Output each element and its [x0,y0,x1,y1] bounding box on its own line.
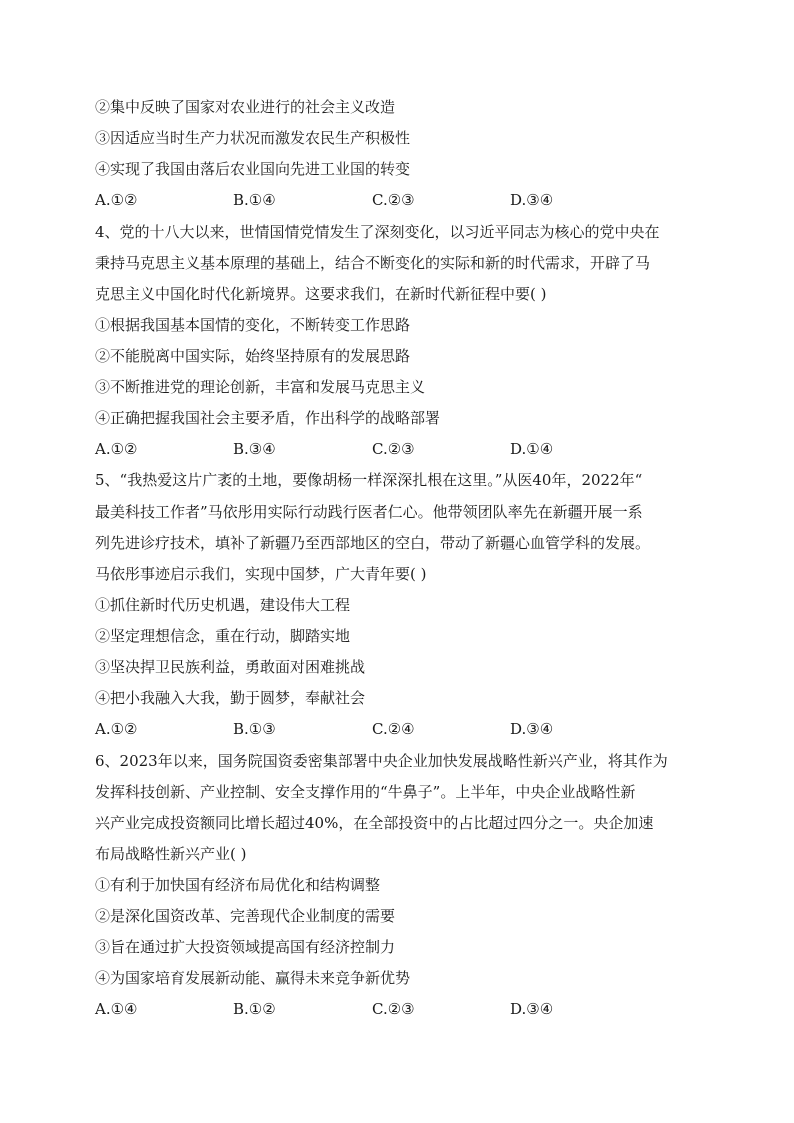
q5-choice-c: C.②④ [372,720,415,738]
q4-choice-d: D.①④ [510,440,554,458]
q5-choice-d: D.③④ [510,720,554,738]
q5-stem-line-4: 马依彤事迹启示我们，实现中国梦，广大青年要( ) [95,565,427,583]
q5-choice-b: B.①③ [233,720,276,738]
q6-option-2: ②是深化国资改革、完善现代企业制度的需要 [95,907,396,925]
q4-choice-a: A.①② [95,440,138,458]
q5-option-1: ①抓住新时代历史机遇，建设伟大工程 [95,596,351,614]
q4-option-2: ②不能脱离中国实际，始终坚持原有的发展思路 [95,347,411,365]
q5-option-3: ③坚决捍卫民族利益，勇敢面对困难挑战 [95,658,366,676]
q4-option-3: ③不断推进党的理论创新，丰富和发展马克思主义 [95,378,426,396]
q3-option-4: ④实现了我国由落后农业国向先进工业国的转变 [95,160,411,178]
q3-choice-d: D.③④ [510,191,554,209]
q4-stem-line-2: 秉持马克思主义基本原理的基础上，结合不断变化的实际和新的时代需求，开辟了马 [95,254,651,272]
q5-option-4: ④把小我融入大我，勤于圆梦，奉献社会 [95,689,366,707]
q5-stem-line-1: 5、“我热爱这片广袤的土地，要像胡杨一样深深扎根在这里。”从医40年，2022年“ [95,471,643,489]
q6-answer-choices [95,999,695,1019]
q5-answer-choices [95,719,695,739]
q6-stem-line-4: 布局战略性新兴产业( ) [95,845,247,863]
q5-stem-line-3: 列先进诊疗技术，填补了新疆乃至西部地区的空白，带动了新疆心血管学科的发展。 [95,534,651,552]
q4-choice-c: C.②③ [372,440,415,458]
q6-stem-line-2: 发挥科技创新、产业控制、安全支撑作用的“牛鼻子”。上半年，中央企业战略性新 [95,783,636,801]
q4-answer-choices [95,439,695,459]
q6-stem-line-1: 6、2023年以来，国务院国资委密集部署中央企业加快发展战略性新兴产业，将其作为 [95,752,668,770]
q6-option-1: ①有利于加快国有经济布局优化和结构调整 [95,876,381,894]
q6-choice-c: C.②③ [372,1000,415,1018]
q6-choice-b: B.①② [233,1000,276,1018]
q3-choice-c: C.②③ [372,191,415,209]
q4-stem-line-3: 克思主义中国化时代化新境界。这要求我们，在新时代新征程中要( ) [95,285,547,303]
q3-choice-b: B.①④ [233,191,276,209]
q5-option-2: ②坚定理想信念，重在行动，脚踏实地 [95,627,351,645]
q5-choice-a: A.①② [95,720,138,738]
q6-option-3: ③旨在通过扩大投资领域提高国有经济控制力 [95,938,396,956]
q6-option-4: ④为国家培育发展新动能、赢得未来竞争新优势 [95,969,411,987]
q3-choice-a: A.①② [95,191,138,209]
q3-option-2: ②集中反映了国家对农业进行的社会主义改造 [95,98,396,116]
q4-option-4: ④正确把握我国社会主要矛盾，作出科学的战略部署 [95,409,441,427]
q4-choice-b: B.③④ [233,440,276,458]
q5-stem-line-2: 最美科技工作者”马依彤用实际行动践行医者仁心。他带领团队率先在新疆开展一系 [95,503,643,521]
q6-choice-a: A.①④ [95,1000,138,1018]
q3-answer-choices [95,190,695,210]
q6-choice-d: D.③④ [510,1000,554,1018]
q4-stem-line-1: 4、党的十八大以来，世情国情党情发生了深刻变化，以习近平同志为核心的党中央在 [95,223,660,241]
q3-option-3: ③因适应当时生产力状况而激发农民生产积极性 [95,129,411,147]
q4-option-1: ①根据我国基本国情的变化，不断转变工作思路 [95,316,411,334]
q6-stem-line-3: 兴产业完成投资额同比增长超过40%，在全部投资中的占比超过四分之一。央企加速 [95,814,654,832]
